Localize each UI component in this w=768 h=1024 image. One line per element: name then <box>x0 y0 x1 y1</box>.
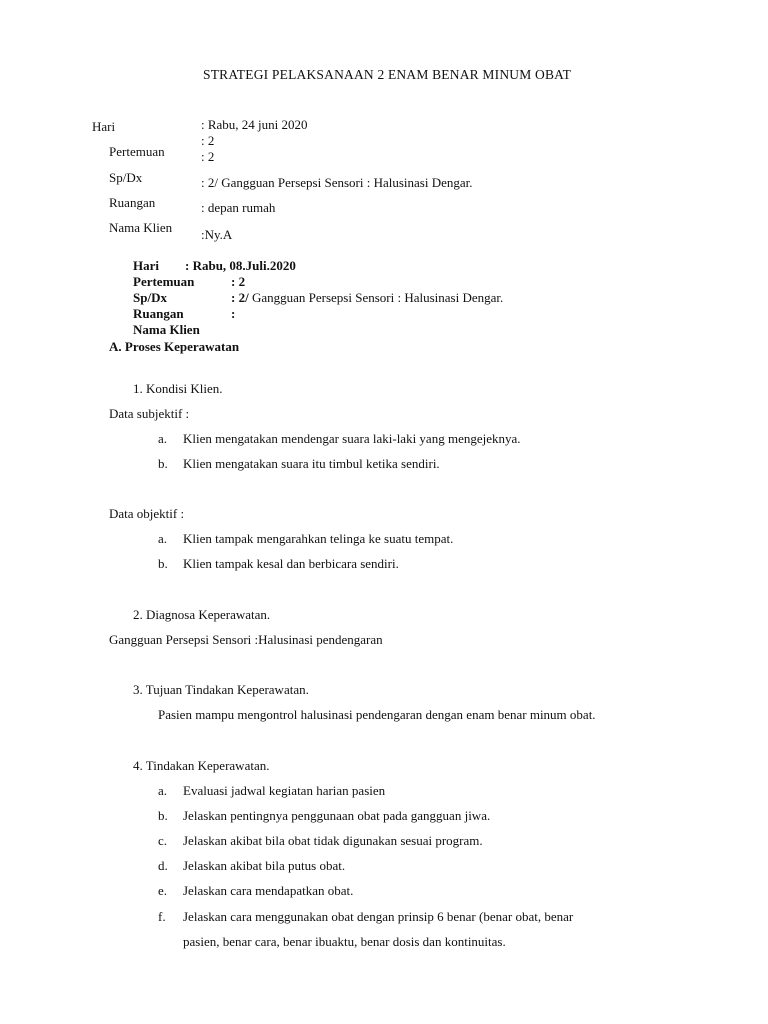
klien-label: Nama Klien <box>109 220 173 235</box>
tindakan-item-e: Jelaskan cara mendapatkan obat. <box>183 883 354 898</box>
section-a-heading: A. Proses Keperawatan <box>109 339 240 354</box>
tindakan-marker-f: f. <box>158 909 166 924</box>
ruangan2-label: Ruangan <box>133 306 184 321</box>
hari2-label: Hari <box>133 258 159 273</box>
tindakan-item-d: Jelaskan akibat bila putus obat. <box>183 858 346 873</box>
spdx2-label: Sp/Dx <box>133 290 167 305</box>
tindakan-marker-d: d. <box>158 858 168 873</box>
objektif-marker-a: a. <box>158 531 168 546</box>
tindakan-item-c: Jelaskan akibat bila obat tidak digunakan sesuai program. <box>183 833 483 848</box>
hari-value: : Rabu, 24 juni 2020 <box>201 117 308 132</box>
objektif-item-a: Klien tampak mengarahkan telinga ke suatu tempat. <box>183 531 454 546</box>
tindakan-item-a: Evaluasi jadwal kegiatan harian pasien <box>183 783 386 798</box>
subjektif-item-a: Klien mengatakan mendengar suara laki-laki yang mengejeknya. <box>183 431 521 446</box>
klien-value: :Ny.A <box>201 227 233 242</box>
section-2-title: 2. Diagnosa Keperawatan. <box>133 607 271 622</box>
document-title: STRATEGI PELAKSANAAN 2 ENAM BENAR MINUM OBAT <box>203 67 572 82</box>
section-3-body: Pasien mampu mengontrol halusinasi pendengaran dengan enam benar minum obat. <box>158 707 596 722</box>
pertemuan-value-1: : 2 <box>201 133 215 148</box>
subjektif-marker-b: b. <box>158 456 168 471</box>
tindakan-marker-a: a. <box>158 783 168 798</box>
section-4-title: 4. Tindakan Keperawatan. <box>133 758 270 773</box>
objektif-label: Data objektif : <box>109 506 185 521</box>
objektif-marker-b: b. <box>158 556 168 571</box>
pertemuan2-label: Pertemuan <box>133 274 195 289</box>
subjektif-label: Data subjektif : <box>109 406 190 421</box>
objektif-item-b: Klien tampak kesal dan berbicara sendiri. <box>183 556 399 571</box>
tindakan-marker-e: e. <box>158 883 168 898</box>
hari-label: Hari <box>92 119 116 134</box>
subjektif-item-b: Klien mengatakan suara itu timbul ketika sendiri. <box>183 456 440 471</box>
section-3-title: 3. Tujuan Tindakan Keperawatan. <box>133 682 309 697</box>
section-1-title: 1. Kondisi Klien. <box>133 381 223 396</box>
spdx2-value-bold: : 2/ <box>231 290 249 305</box>
tindakan-item-b: Jelaskan pentingnya penggunaan obat pada gangguan jiwa. <box>183 808 491 823</box>
pertemuan2-value: : 2 <box>231 274 246 289</box>
subjektif-marker-a: a. <box>158 431 168 446</box>
tindakan-item-f-continuation: pasien, benar cara, benar ibuaktu, benar dosis dan kontinuitas. <box>183 934 506 949</box>
spdx2-value-rest: Gangguan Persepsi Sensori : Halusinasi Dengar. <box>248 290 504 305</box>
spdx-value: : 2/ Gangguan Persepsi Sensori : Halusinasi Dengar. <box>201 175 473 190</box>
tindakan-item-f: Jelaskan cara menggunakan obat dengan prinsip 6 benar (benar obat, benar <box>183 909 574 924</box>
ruangan-label: Ruangan <box>109 195 156 210</box>
tindakan-marker-c: c. <box>158 833 168 848</box>
klien2-label: Nama Klien <box>133 322 200 337</box>
pertemuan-label: Pertemuan <box>109 144 165 159</box>
spdx2-value <box>231 290 503 306</box>
hari2-value: : Rabu, 08.Juli.2020 <box>185 258 296 273</box>
section-2-body: Gangguan Persepsi Sensori :Halusinasi pendengaran <box>109 632 383 647</box>
tindakan-marker-b: b. <box>158 808 168 823</box>
pertemuan-value-2: : 2 <box>201 149 215 164</box>
ruangan-value: : depan rumah <box>201 200 276 215</box>
spdx-label: Sp/Dx <box>109 170 143 185</box>
ruangan2-value: : <box>231 306 236 321</box>
